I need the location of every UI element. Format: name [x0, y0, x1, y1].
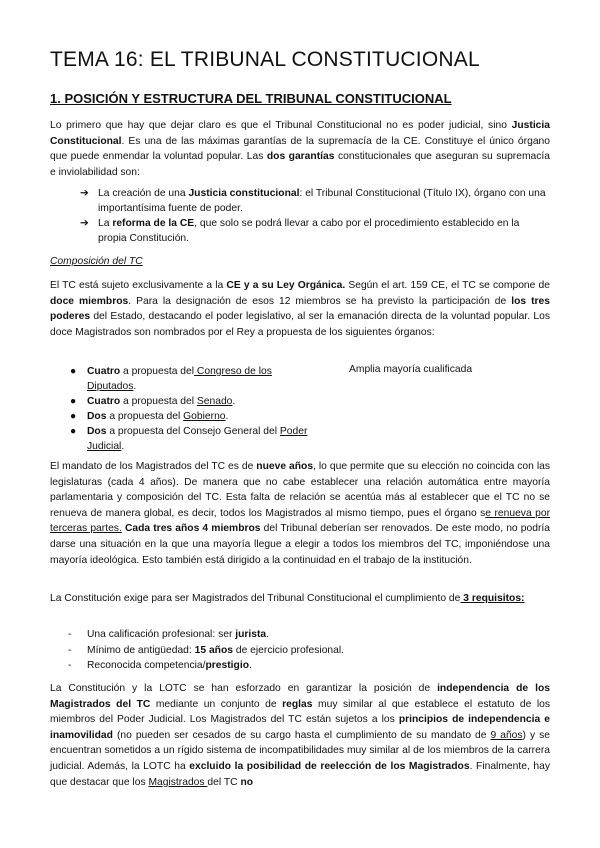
requirements-intro-paragraph	[50, 591, 550, 607]
underlined-run: Congreso de los Diputados	[87, 366, 272, 392]
text-run: (no pueden ser cesados de su cargo hasta el cumplimiento de su mandato de	[112, 729, 491, 741]
text-run: del Tribunal deberían ser renovados. De este modo, no podría darse una situación en la que una mayoría llegue a elegir a todos los miembros del TC, imponiéndose una mayoría ideológica. Esto también está dirigido a la continuidad en el trabajo de la institución.	[50, 523, 550, 566]
text-run: : el Tribunal Constitucional (Título IX), órgano con una importantísima fuente de poder.	[98, 188, 546, 214]
text-run: , lo que permite que su elección no coincida con las legislaturas (cada 4 años). De manera que no cabe establecer una relación automática entre mayoría parlamentaria y composición del TC. Esta falta de relación se acentúa más al establecer que el TC no se renueva de manera global, es decir, todos los Magistrados al mismo tiempo, pues el órgano s	[50, 461, 550, 519]
bold-run: principios de independencia e inamovilidad	[50, 714, 550, 741]
bold-run: Justicia constitucional	[188, 188, 300, 199]
bold-run: prestigio	[205, 660, 249, 671]
text-run: a propuesta del	[106, 411, 184, 422]
text-run: .	[225, 411, 229, 422]
bold-underlined-run: :	[521, 593, 525, 604]
text-run: El mandato de los Magistrados del TC es de	[50, 461, 257, 472]
section-heading: 1. POSICIÓN Y ESTRUCTURA DEL TRIBUNAL CONSTITUCIONAL	[50, 91, 452, 106]
dash-marker: -	[68, 644, 72, 656]
bullet-icon: ●	[70, 411, 77, 422]
text-run: Mínimo de antigüedad:	[87, 644, 195, 656]
text-run: Una calificación profesional: ser	[87, 629, 236, 640]
bold-run: Dos	[87, 411, 107, 422]
bold-run: excluido la posibilidad de reelección de los Magistrados	[189, 760, 470, 772]
text-run: . Es una de las máximas garantías de la supremacía de la CE. Constituye el único órgano que puede enmendar la voluntad popular. Las	[50, 135, 550, 163]
list-item	[68, 424, 318, 454]
subheading-composition: Composición del TC	[50, 256, 143, 267]
list-item	[68, 394, 318, 409]
underlined-run: Magistrados	[148, 776, 208, 788]
underlined-run: Poder Judicial	[87, 426, 308, 452]
bold-run: reforma de la CE	[112, 218, 195, 229]
bullet-icon: ●	[70, 426, 77, 437]
independence-paragraph	[50, 681, 550, 790]
list-item	[68, 364, 318, 394]
bold-run: no	[240, 776, 254, 788]
text-run: .	[133, 381, 137, 392]
bold-run: independencia de los Magistrados del TC	[50, 683, 550, 710]
text-run: constitucionales que aseguran su supremacía e inviolabilidad son:	[50, 151, 550, 178]
list-item	[68, 643, 548, 659]
bold-run: Cada tres años 4 miembros	[121, 523, 261, 535]
underlined-run: e renueva por terceras partes.	[50, 507, 551, 535]
underlined-run: Senado	[196, 396, 233, 407]
bold-run: Dos	[87, 426, 107, 437]
text-run: del Estado, destacando el poder legislativo, al ser la emanación directa de la voluntad popular. Los doce Magistrados son nombrados por el Rey a propuesta de los siguientes órganos:	[50, 311, 550, 338]
text-run: La Constitución exige para ser Magistrados del Tribunal Constitucional el cumplimiento de	[50, 593, 461, 604]
text-run: a propuesta del Consejo General del	[106, 426, 280, 437]
text-run: Lo primero que hay que dejar claro es que el Tribunal Constitucional no es poder judicial, sino	[50, 120, 512, 131]
bold-run: doce miembros	[50, 295, 129, 307]
page-title: TEMA 16: EL TRIBUNAL CONSTITUCIONAL	[50, 48, 480, 71]
text-run: .	[266, 629, 270, 640]
list-item	[68, 658, 548, 674]
bold-run: Justicia Constitucional	[50, 120, 550, 147]
bold-run: reglas	[282, 698, 313, 710]
bullet-icon: ●	[70, 396, 77, 407]
intro-paragraph	[50, 118, 550, 180]
text-run: a propuesta del	[120, 396, 197, 407]
list-item	[80, 186, 550, 216]
text-run: .	[232, 396, 236, 407]
text-run: mediante un conjunto de	[150, 698, 283, 710]
bullet-icon: ●	[70, 366, 77, 377]
bold-run: CE y a su Ley Orgánica.	[226, 280, 346, 291]
requirements-list	[68, 627, 548, 674]
text-run: de ejercicio profesional.	[232, 644, 345, 656]
bold-run: Cuatro	[87, 396, 121, 407]
arrow-right-icon: ➔	[80, 218, 89, 229]
list-item	[68, 409, 318, 424]
list-item	[80, 216, 550, 246]
text-run: del TC	[207, 776, 241, 788]
text-run: a propuesta del	[120, 366, 195, 377]
members-list	[68, 364, 318, 454]
text-run: ) y se encuentran sometidos a un rígido sistema de incompatibilidades muy similar al de los miembros de la carrera judicial. Además, la LOTC ha	[50, 729, 550, 772]
text-run: .	[248, 660, 252, 671]
bold-run: 15 años	[194, 644, 233, 656]
underlined-run: Gobierno	[183, 411, 226, 422]
guarantees-list	[80, 186, 550, 246]
bold-run: jurista	[235, 629, 267, 640]
bold-run: Cuatro	[87, 366, 121, 377]
dash-marker: -	[68, 660, 72, 671]
text-run: La	[98, 218, 113, 229]
composition-paragraph	[50, 278, 550, 340]
text-run: La creación de una	[98, 188, 189, 199]
dash-marker: -	[68, 629, 72, 640]
bold-run: nueve años	[256, 461, 314, 472]
text-run: .	[121, 441, 125, 452]
majority-note: Amplia mayoría cualificada	[349, 364, 473, 375]
text-run: , que solo se podrá llevar a cabo por el procedimiento establecido en la propia Constitución.	[98, 218, 520, 244]
list-item	[68, 627, 548, 643]
mandate-paragraph	[50, 459, 550, 568]
arrow-right-icon: ➔	[80, 188, 89, 199]
text-run: . Finalmente, hay que destacar que los	[50, 760, 551, 788]
bold-underlined-run: 3 requisitos	[460, 593, 522, 604]
text-run: muy similar al que establece el estatuto de los miembros del Poder Judicial. Los Magistrados del TC están sujetos a los	[50, 698, 550, 726]
text-run: El TC está sujeto exclusivamente a la	[50, 280, 227, 291]
underlined-run: 9 años	[490, 729, 523, 741]
bold-run: los tres poderes	[50, 295, 550, 323]
text-run: La Constitución y la LOTC se han esforzado en garantizar la posición de	[50, 683, 438, 694]
text-run: Según el art. 159 CE, el TC se compone de	[345, 280, 550, 291]
bold-run: dos garantías	[266, 151, 335, 163]
text-run: Reconocida competencia/	[87, 660, 206, 671]
text-run: . Para la designación de esos 12 miembros se ha previsto la participación de	[128, 295, 512, 307]
